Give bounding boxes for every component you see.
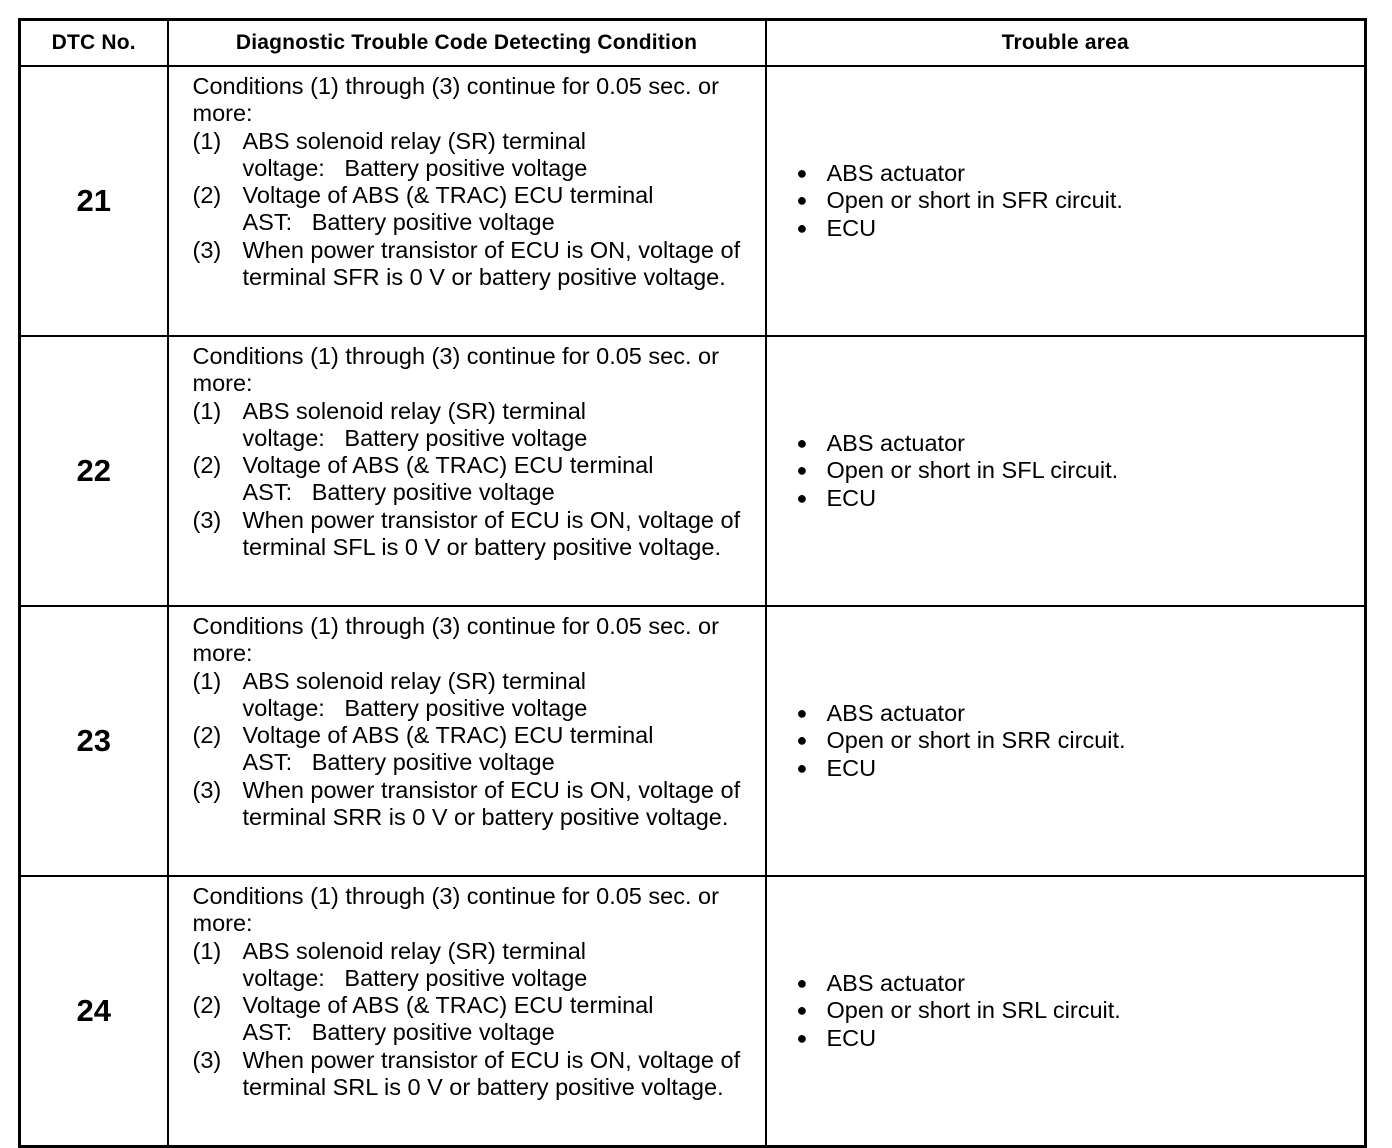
bullet-icon: ● (796, 1000, 808, 1021)
trouble-area-list (797, 970, 1365, 1052)
dtc-code: 21 (20, 66, 168, 336)
header-trouble-area: Trouble area (766, 20, 1366, 67)
condition-intro: Conditions (1) through (3) continue for 0.05 sec. or more: (192, 73, 719, 127)
condition-text: ABS solenoid relay (SR) terminal (242, 667, 586, 694)
condition-number: (1) (192, 127, 222, 154)
condition-text: When power transistor of ECU is ON, voltage of terminal SRL is 0 V or battery positive voltage. (242, 1046, 741, 1101)
header-dtc-no: DTC No. (20, 20, 168, 67)
condition-number: (2) (192, 452, 222, 479)
condition-number: (1) (192, 397, 222, 424)
condition-item (193, 938, 755, 993)
trouble-area-text: Open or short in SRR circuit. (826, 727, 1126, 754)
condition-intro: Conditions (1) through (3) continue for 0.05 sec. or more: (192, 883, 719, 937)
condition-intro: Conditions (1) through (3) continue for 0.05 sec. or more: (192, 343, 719, 397)
bullet-icon: ● (796, 757, 808, 778)
trouble-area-text: ECU (826, 754, 877, 781)
bullet-icon: ● (796, 190, 808, 211)
header-row (20, 20, 1366, 67)
condition-text: Voltage of ABS (& TRAC) ECU terminal (242, 992, 654, 1019)
header-detecting-condition: Diagnostic Trouble Code Detecting Condition (168, 20, 766, 67)
condition-text: ABS solenoid relay (SR) terminal (242, 397, 586, 424)
list-item (797, 215, 1365, 242)
condition-item (193, 1047, 755, 1102)
trouble-area-text: ABS actuator (826, 700, 965, 727)
table-row (20, 606, 1366, 876)
trouble-area-text: ECU (826, 1024, 877, 1051)
condition-text: voltage: Battery positive voltage (242, 154, 588, 181)
condition-text: AST: Battery positive voltage (242, 749, 555, 776)
detecting-condition (168, 66, 766, 336)
trouble-area-text: ABS actuator (826, 430, 965, 457)
condition-item (193, 992, 755, 1047)
condition-item (193, 777, 755, 832)
condition-item (193, 507, 755, 562)
condition-text: Voltage of ABS (& TRAC) ECU terminal (242, 722, 654, 749)
condition-text: AST: Battery positive voltage (242, 1019, 555, 1046)
trouble-area-text: Open or short in SRL circuit. (826, 997, 1121, 1024)
detecting-condition (168, 606, 766, 876)
list-item (797, 187, 1365, 214)
condition-number: (1) (192, 667, 222, 694)
trouble-area-text: ABS actuator (826, 970, 965, 997)
bullet-icon: ● (796, 217, 808, 238)
list-item (797, 457, 1365, 484)
condition-number: (3) (192, 1046, 222, 1073)
trouble-area (766, 876, 1366, 1147)
condition-text: ABS solenoid relay (SR) terminal (242, 937, 586, 964)
bullet-icon: ● (796, 487, 808, 508)
condition-number: (2) (192, 992, 222, 1019)
list-item (797, 970, 1365, 997)
condition-text: Voltage of ABS (& TRAC) ECU terminal (242, 182, 654, 209)
condition-item (193, 452, 755, 507)
trouble-area-text: ECU (826, 484, 877, 511)
trouble-area (766, 606, 1366, 876)
dtc-code: 23 (20, 606, 168, 876)
dtc-table (18, 18, 1367, 1148)
condition-number: (3) (192, 776, 222, 803)
bullet-icon: ● (796, 1027, 808, 1048)
bullet-icon: ● (796, 703, 808, 724)
condition-number: (3) (192, 506, 222, 533)
detecting-condition (168, 876, 766, 1147)
condition-number: (1) (192, 937, 222, 964)
dtc-code: 22 (20, 336, 168, 606)
condition-number: (2) (192, 182, 222, 209)
list-item (797, 700, 1365, 727)
list-item (797, 485, 1365, 512)
list-item (797, 160, 1365, 187)
bullet-icon: ● (796, 163, 808, 184)
condition-item (193, 722, 755, 777)
condition-text: voltage: Battery positive voltage (242, 694, 588, 721)
table-row (20, 66, 1366, 336)
trouble-area-list (797, 160, 1365, 242)
trouble-area (766, 336, 1366, 606)
list-item (797, 727, 1365, 754)
condition-item (193, 182, 755, 237)
condition-text: When power transistor of ECU is ON, voltage of terminal SFR is 0 V or battery positive voltage. (242, 236, 741, 291)
list-item (797, 997, 1365, 1024)
trouble-area-list (797, 430, 1365, 512)
condition-item (193, 128, 755, 183)
bullet-icon: ● (796, 460, 808, 481)
dtc-code: 24 (20, 876, 168, 1147)
detecting-condition (168, 336, 766, 606)
condition-item (193, 668, 755, 723)
condition-text: voltage: Battery positive voltage (242, 424, 588, 451)
condition-number: (3) (192, 236, 222, 263)
bullet-icon: ● (796, 433, 808, 454)
condition-intro: Conditions (1) through (3) continue for 0.05 sec. or more: (192, 613, 719, 667)
bullet-icon: ● (796, 730, 808, 751)
condition-number: (2) (192, 722, 222, 749)
list-item (797, 1025, 1365, 1052)
trouble-area-text: Open or short in SFL circuit. (826, 457, 1119, 484)
condition-text: ABS solenoid relay (SR) terminal (242, 127, 586, 154)
condition-text: Voltage of ABS (& TRAC) ECU terminal (242, 452, 654, 479)
condition-text: AST: Battery positive voltage (242, 479, 555, 506)
condition-text: voltage: Battery positive voltage (242, 964, 588, 991)
condition-item (193, 237, 755, 292)
trouble-area-list (797, 700, 1365, 782)
condition-text: When power transistor of ECU is ON, voltage of terminal SRR is 0 V or battery positive voltage. (242, 776, 741, 831)
trouble-area-text: ABS actuator (826, 160, 965, 187)
trouble-area (766, 66, 1366, 336)
table-row (20, 336, 1366, 606)
bullet-icon: ● (796, 973, 808, 994)
condition-text: When power transistor of ECU is ON, voltage of terminal SFL is 0 V or battery positive voltage. (242, 506, 741, 561)
list-item (797, 430, 1365, 457)
trouble-area-text: Open or short in SFR circuit. (826, 187, 1123, 214)
condition-item (193, 398, 755, 453)
list-item (797, 755, 1365, 782)
table-row (20, 876, 1366, 1147)
condition-text: AST: Battery positive voltage (242, 209, 555, 236)
trouble-area-text: ECU (826, 214, 877, 241)
